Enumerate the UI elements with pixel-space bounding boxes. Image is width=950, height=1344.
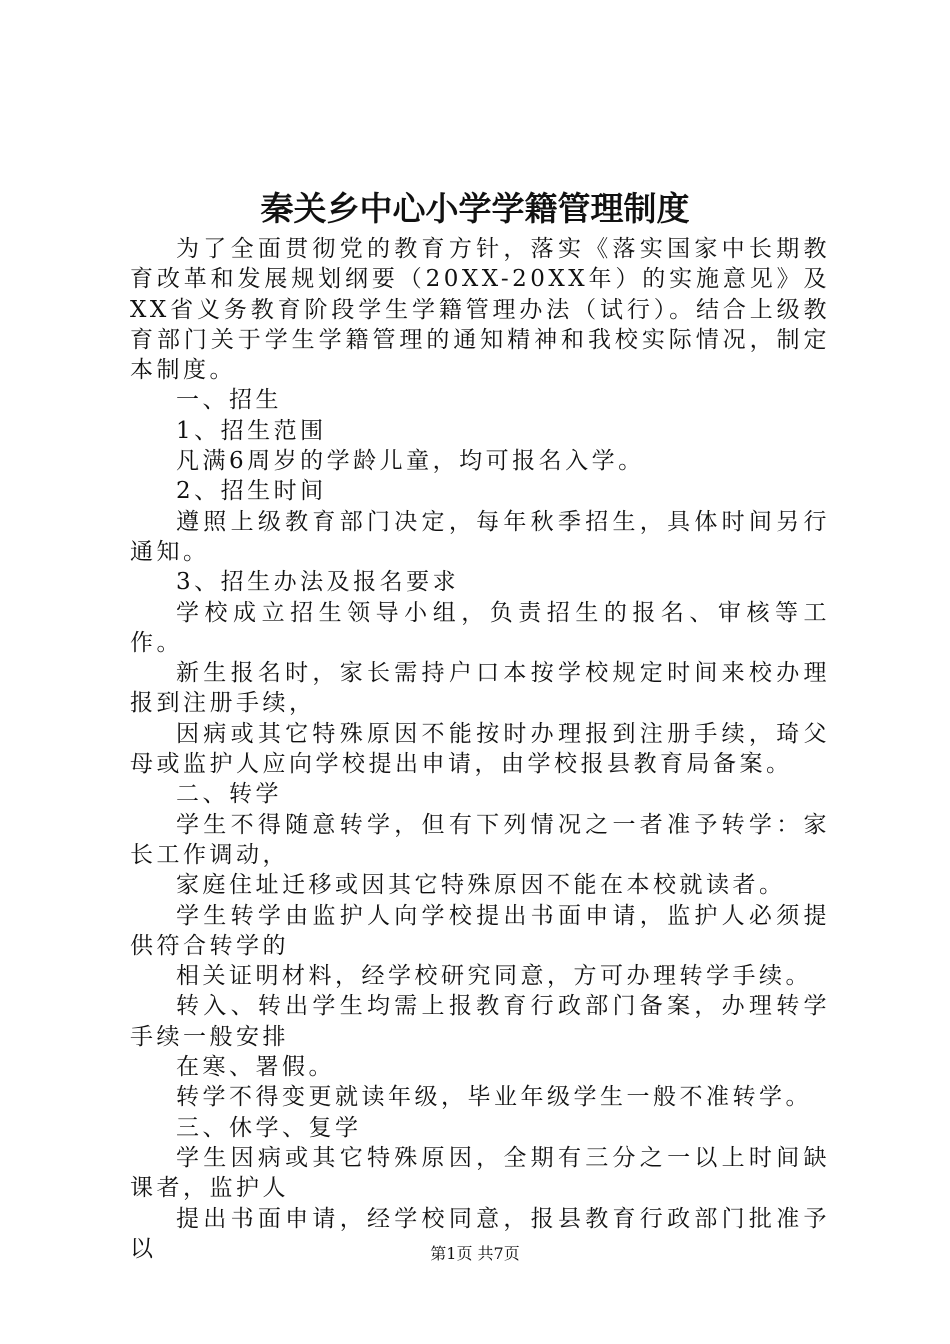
- heading-transfer: 二、转学: [176, 781, 282, 808]
- paragraph: 学校成立招生领导小组，负责招生的报名、审核等工作。: [130, 599, 830, 656]
- paragraph: 家庭住址迁移或因其它特殊原因不能在本校就读者。: [176, 872, 786, 899]
- paragraph: 转学不得变更就读年级，毕业年级学生一般不准转学。: [176, 1084, 812, 1111]
- paragraph: 新生报名时，家长需持户口本按学校规定时间来校办理报到注册手续，: [130, 660, 830, 717]
- page-number: 第1页 共7页: [430, 1244, 520, 1263]
- document-title: 秦关乡中心小学学籍管理制度: [260, 189, 690, 228]
- paragraph: 遵照上级教育部门决定，每年秋季招生，具体时间另行通知。: [130, 508, 830, 565]
- paragraph: 在寒、署假。: [176, 1054, 335, 1081]
- paragraph: 转入、转出学生均需上报教育行政部门备案，办理转学手续一般安排: [130, 993, 830, 1050]
- paragraph-intro: 为了全面贯彻党的教育方针，落实《落实国家中长期教育改革和发展规划纲要（20XX-20XX年）的实施意见》及XX省义务教育阶段学生学籍管理办法（试行）。结合上级教育部门关于学生学籍管理的通知精神和我校实际情况，制定本制度。: [130, 236, 830, 384]
- paragraph: 学生因病或其它特殊原因，全期有三分之一以上时间缺课者，监护人: [130, 1144, 830, 1202]
- paragraph: 因病或其它特殊原因不能按时办理报到注册手续，琦父母或监护人应向学校提出申请，由学校报县教育局备案。: [130, 720, 830, 778]
- paragraph: 提出书面申请，经学校同意，报县教育行政部门批准予以: [130, 1205, 830, 1262]
- document-body: [130, 234, 830, 1264]
- subheading-enrollment-scope: 1、招生范围: [176, 417, 327, 444]
- heading-enrollment: 一、招生: [176, 387, 282, 414]
- paragraph: 学生转学由监护人向学校提出书面申请，监护人必须提供符合转学的: [130, 902, 830, 959]
- paragraph: 学生不得随意转学，但有下列情况之一者准予转学：家长工作调动，: [130, 811, 830, 868]
- paragraph: 凡满6周岁的学龄儿童，均可报名入学。: [176, 448, 645, 475]
- subheading-enrollment-time: 2、招生时间: [176, 478, 327, 505]
- subheading-enrollment-method: 3、招生办法及报名要求: [176, 569, 460, 596]
- heading-suspension: 三、休学、复学: [176, 1114, 362, 1141]
- paragraph: 相关证明材料，经学校研究同意，方可办理转学手续。: [176, 963, 812, 990]
